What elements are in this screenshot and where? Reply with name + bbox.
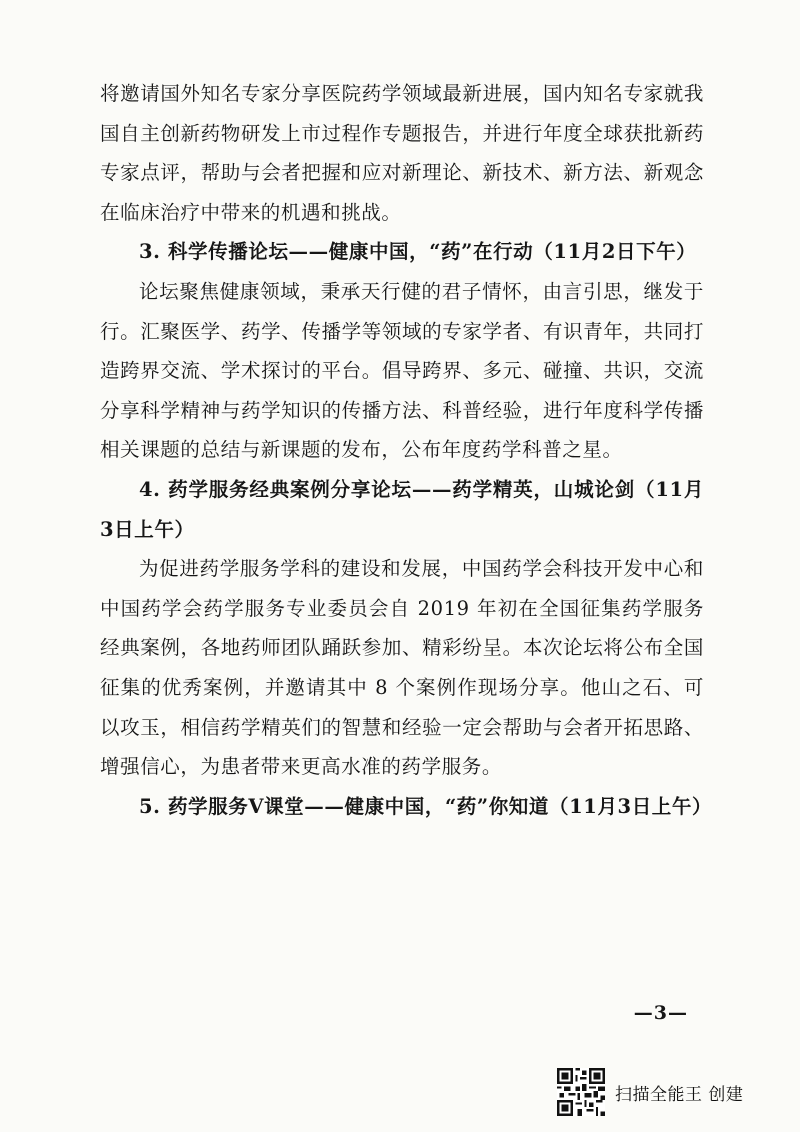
section-3-paragraph: 论坛聚焦健康领域，秉承天行健的君子情怀，由言引思，继发于行。汇聚医学、药学、传播学等领域的专家学者、有识青年，共同打造跨界交流、学术探讨的平台。倡导跨界、多元、碰撞、共识，交流分享科学精神与药学知识的传播方法、科普经验，进行年度科学传播相关课题的总结与新课题的发布，公布年度药学科普之星。	[100, 279, 704, 462]
section-5-heading: 5. 药学服务V课堂——健康中国，“药”你知道（11月3日上午）	[139, 794, 713, 818]
document-body	[100, 74, 713, 826]
section-4-heading: 4. 药学服务经典案例分享论坛——药学精英，山城论剑（11月3日上午）	[100, 477, 704, 541]
qr-code-icon	[557, 1068, 605, 1116]
scanner-watermark	[557, 1066, 743, 1118]
intro-paragraph: 将邀请国外知名专家分享医院药学领域最新进展，国内知名专家就我国自主创新药物研发上市过程作专题报告，并进行年度全球获批新药专家点评，帮助与会者把握和应对新理论、新技术、新方法、新观念在临床治疗中带来的机遇和挑战。	[100, 82, 704, 224]
section-4-paragraph: 为促进药学服务学科的建设和发展，中国药学会科技开发中心和中国药学会药学服务专业委员会自 2019 年初在全国征集药学服务经典案例，各地药师团队踊跃参加、精彩纷呈。本次论坛将公布全国征集的优秀案例，并邀请其中 8 个案例作现场分享。他山之石、可以攻玉，相信药学精英们的智慧和经验一定会帮助与会者开拓思路、增强信心，为患者带来更高水准的药学服务。	[100, 557, 704, 779]
scanner-label: 扫描全能王 创建	[615, 1084, 744, 1105]
section-3-heading: 3. 科学传播论坛——健康中国，“药”在行动（11月2日下午）	[139, 240, 697, 264]
page-number: —3—	[633, 1002, 688, 1024]
